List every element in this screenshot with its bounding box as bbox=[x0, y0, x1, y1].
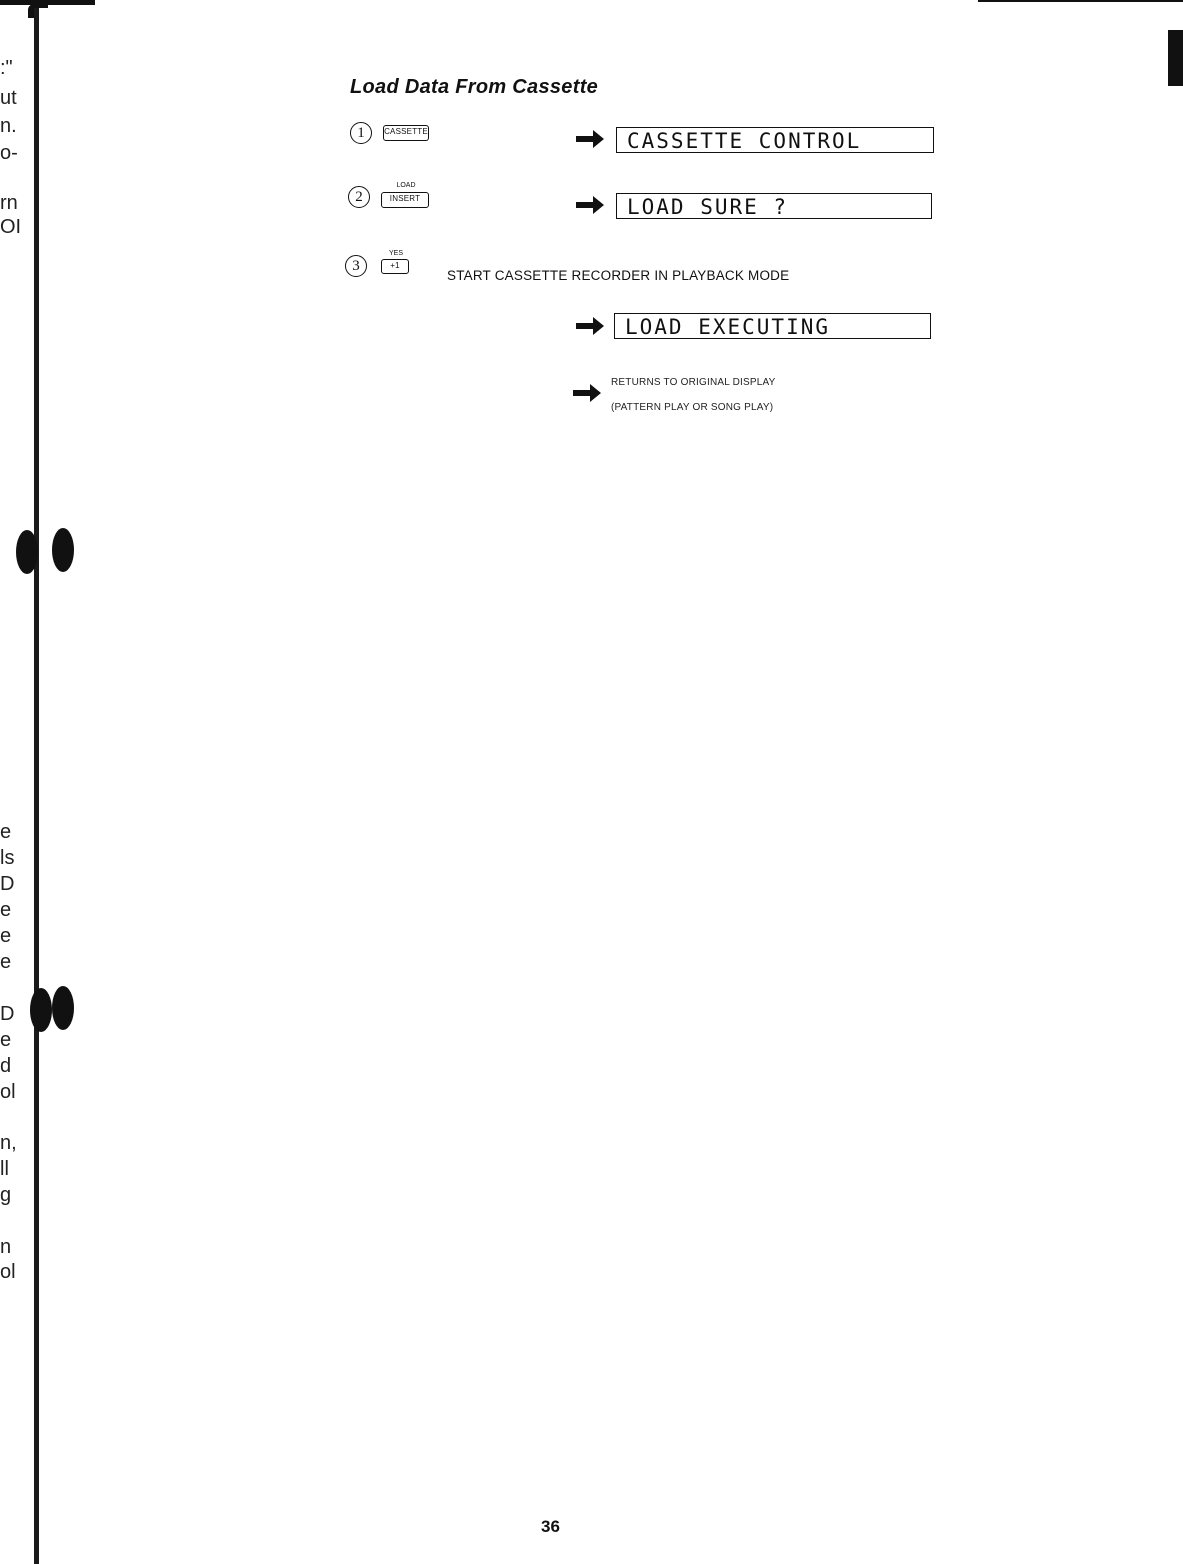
returns-note-line-1: RETURNS TO ORIGINAL DISPLAY bbox=[611, 377, 776, 388]
bleed-fragment: e bbox=[0, 1029, 12, 1051]
bleed-fragment: rn bbox=[0, 192, 18, 214]
arrow-right-icon bbox=[576, 195, 604, 215]
plus-one-key: +1 bbox=[381, 259, 409, 274]
edge-tab-marker bbox=[1168, 30, 1183, 86]
bleed-fragment: ll bbox=[0, 1158, 9, 1180]
binding-corner bbox=[0, 0, 95, 14]
bleed-fragment: e bbox=[0, 821, 12, 843]
bleed-fragment: ut bbox=[0, 87, 17, 109]
key-upper-label-yes: YES bbox=[388, 250, 403, 257]
bleed-fragment: o- bbox=[0, 142, 18, 164]
lcd-display-cassette-control: CASSETTE CONTROL bbox=[616, 127, 934, 153]
bleed-fragment: e bbox=[0, 951, 12, 973]
lcd-display-load-sure: LOAD SURE ? bbox=[616, 193, 932, 219]
bleed-fragment: g bbox=[0, 1184, 12, 1206]
page-number: 36 bbox=[541, 1517, 560, 1536]
step-3-instruction: START CASSETTE RECORDER IN PLAYBACK MODE bbox=[447, 268, 790, 283]
punch-hole bbox=[52, 986, 74, 1030]
bleed-fragment: d bbox=[0, 1055, 12, 1077]
top-rule bbox=[978, 0, 1183, 2]
bleed-fragment: e bbox=[0, 925, 12, 947]
punch-hole bbox=[52, 528, 74, 572]
key-upper-label-load: LOAD bbox=[396, 182, 416, 189]
bleed-fragment: ls bbox=[0, 847, 15, 869]
bleed-fragment: D bbox=[0, 1003, 15, 1025]
bleed-fragment: ol bbox=[0, 1081, 16, 1103]
step-number-1: 1 bbox=[350, 122, 372, 144]
punch-hole bbox=[30, 988, 52, 1032]
returns-note-line-2: (PATTERN PLAY OR SONG PLAY) bbox=[611, 402, 774, 413]
section-title: Load Data From Cassette bbox=[350, 76, 599, 98]
arrow-right-icon bbox=[576, 129, 604, 149]
bleed-fragment: :" bbox=[0, 57, 13, 79]
insert-key: INSERT bbox=[381, 192, 429, 208]
step-number-3: 3 bbox=[345, 255, 367, 277]
arrow-right-icon bbox=[576, 316, 604, 336]
bleed-fragment: D bbox=[0, 873, 15, 895]
bleed-fragment: e bbox=[0, 899, 12, 921]
arrow-right-icon bbox=[573, 383, 601, 403]
bleed-fragment: n, bbox=[0, 1132, 17, 1154]
bleed-fragment: ol bbox=[0, 1261, 16, 1283]
binding-spine bbox=[34, 0, 39, 1564]
bleed-fragment: n bbox=[0, 1236, 12, 1258]
step-number-2: 2 bbox=[348, 186, 370, 208]
cassette-key: CASSETTE bbox=[383, 125, 429, 141]
bleed-fragment: n. bbox=[0, 115, 17, 137]
lcd-display-load-executing: LOAD EXECUTING bbox=[614, 313, 931, 339]
punch-hole bbox=[16, 530, 38, 574]
bleed-fragment: OI bbox=[0, 216, 22, 238]
